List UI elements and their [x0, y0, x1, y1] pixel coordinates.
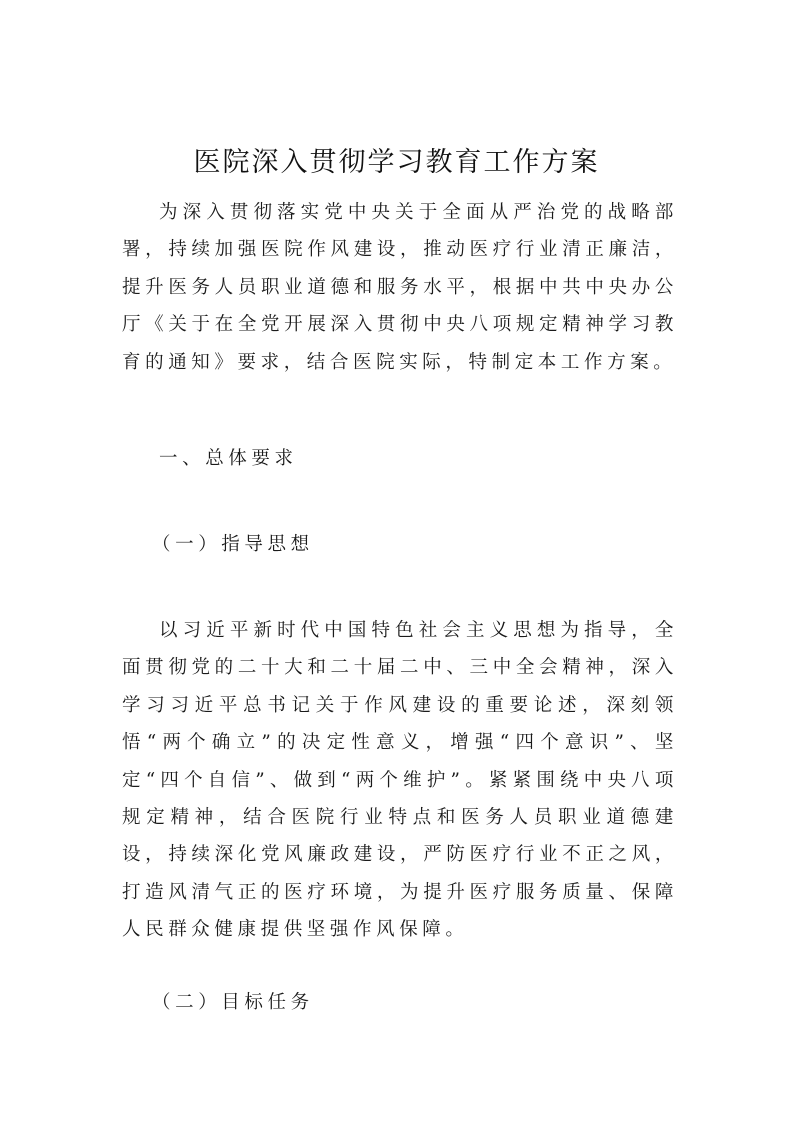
document-title: 医院深入贯彻学习教育工作方案: [193, 147, 600, 179]
subsection-heading-guiding-ideology: （一）指导思想: [152, 534, 314, 555]
subsection-heading-goals-tasks: （二）目标任务: [152, 992, 314, 1013]
intro-paragraph: 为深入贯彻落实党中央关于全面从严治党的战略部署，持续加强医院作风建设，推动医疗行业清正廉洁，提升医务人员职业道德和服务水平，根据中共中央办公厅《关于在全党开展深入贯彻中央八项规定精神学习教育的通知》要求，结合医院实际，特制定本工作方案。: [122, 202, 678, 373]
section-heading-overall-requirements: 一、总体要求: [159, 448, 298, 469]
guiding-ideology-paragraph: 以习近平新时代中国特色社会主义思想为指导，全面贯彻党的二十大和二十届二中、三中全会精神，深入学习习近平总书记关于作风建设的重要论述，深刻领悟“两个确立”的决定性意义，增强“四个意识”、坚定“四个自信”、做到“两个维护”。紧紧围绕中央八项规定精神，结合医院行业特点和医务人员职业道德建设，持续深化党风廉政建设，严防医疗行业不正之风，打造风清气正的医疗环境，为提升医疗服务质量、保障人民群众健康提供坚强作风保障。: [122, 620, 678, 941]
